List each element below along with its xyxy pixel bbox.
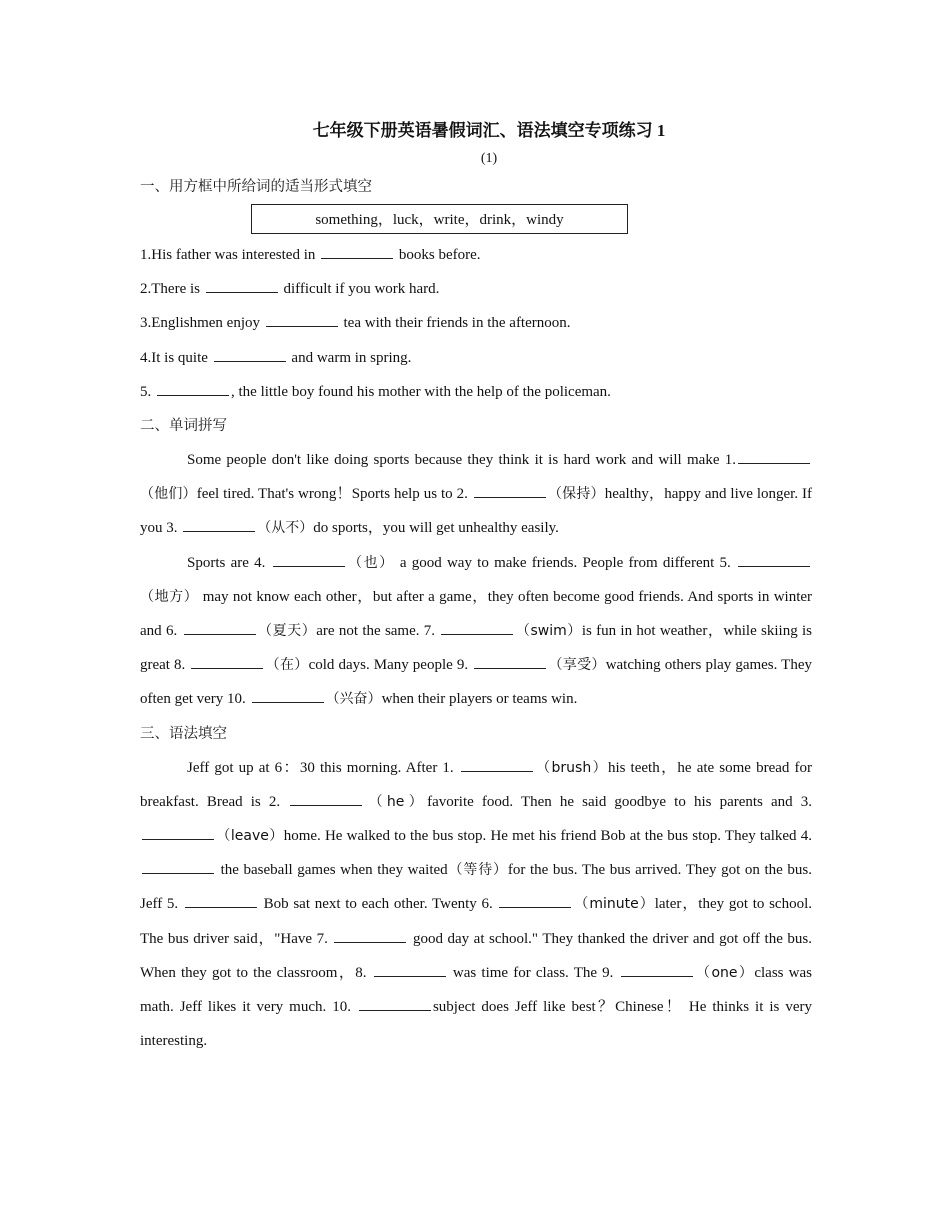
question-text: 3.Englishmen enjoy xyxy=(140,315,264,332)
question-4 xyxy=(140,341,812,375)
hint-text: （minute） xyxy=(573,896,655,913)
passage-text: may not know each other，but after a game，they often become good friends. And sports in winter and 6. xyxy=(140,588,813,640)
passage-text: cold days. Many people 9. xyxy=(308,657,473,674)
hint-text: （等待） xyxy=(447,862,508,879)
question-2 xyxy=(140,272,812,306)
passage-text: class was math. Jeff likes it very much. 10. xyxy=(140,964,812,1016)
hint-text: （享受） xyxy=(548,657,606,674)
answer-blank[interactable] xyxy=(157,381,229,396)
question-text: tea with their friends in the afternoon. xyxy=(339,315,571,332)
passage-text: favorite food. Then he said goodbye to his parents and 3. xyxy=(427,793,812,810)
answer-blank[interactable] xyxy=(142,825,214,840)
passage-text: home. He walked to the bus stop. He met his friend Bob at the bus stop. They talked 4. xyxy=(283,828,812,845)
passage-text: a good way to make friends. People from different 5. xyxy=(394,554,736,571)
answer-blank[interactable] xyxy=(206,278,278,293)
hint-text: （夏天） xyxy=(257,623,317,640)
hint-text: （他们） xyxy=(140,486,197,503)
hint-text: （兴奋） xyxy=(325,691,382,708)
question-text: 5. xyxy=(140,383,155,400)
answer-blank[interactable] xyxy=(321,244,393,259)
section-2-paragraph-2 xyxy=(140,546,812,717)
passage-text: healthy，happy and live longer. If you 3. xyxy=(140,486,813,537)
answer-blank[interactable] xyxy=(252,688,324,703)
hint-text: （swim） xyxy=(515,623,582,640)
hint-text: （从不） xyxy=(257,520,314,537)
passage-text: do sports，you will get unhealthy easily. xyxy=(313,520,559,537)
answer-blank[interactable] xyxy=(185,893,257,908)
answer-blank[interactable] xyxy=(290,791,362,806)
question-text: 4.It is quite xyxy=(140,349,212,366)
hint-text: （brush） xyxy=(534,759,608,776)
answer-blank[interactable] xyxy=(142,859,214,874)
answer-blank[interactable] xyxy=(474,654,546,669)
answer-blank[interactable] xyxy=(474,483,546,498)
passage-text: later，they got to school. The bus driver said，"Have 7. xyxy=(140,896,812,947)
question-5 xyxy=(140,375,812,409)
passage-text: are not the same. 7. xyxy=(316,623,440,640)
question-text: and warm in spring. xyxy=(287,349,412,366)
passage-text: when their players or teams win. xyxy=(381,691,578,708)
section-1-heading: 一、用方框中所给词的适当形式填空 xyxy=(140,179,372,195)
section-2-heading: 二、单词拼写 xyxy=(140,418,227,435)
answer-blank[interactable] xyxy=(184,620,256,635)
question-3 xyxy=(140,306,812,340)
passage-text: feel tired. That's wrong！Sports help us to 2. xyxy=(196,486,472,503)
passage-text: Jeff got up at 6：30 this morning. After 1. xyxy=(187,759,459,776)
answer-blank[interactable] xyxy=(461,757,533,772)
page-title: 七年级下册英语暑假词汇、语法填空专项练习 1 xyxy=(312,121,666,140)
passage-text: Some people don't like doing sports because they think it is hard work and will make 1. xyxy=(187,452,736,469)
hint-text: （one） xyxy=(694,964,755,981)
passage-text: the baseball games when they waited xyxy=(216,862,448,879)
hint-text: （在） xyxy=(265,657,309,674)
passage-text: is fun in hot weather，while skiing is great 8. xyxy=(140,623,813,674)
passage-text: watching others play games. They often get very 10. xyxy=(140,657,812,708)
question-text: 2.There is xyxy=(140,281,204,298)
hint-text: （he） xyxy=(364,793,428,810)
answer-blank[interactable] xyxy=(334,928,406,943)
passage-text: his teeth，he ate some bread for breakfast. Bread is 2. xyxy=(140,759,812,810)
passage-text: was time for class. The 9. xyxy=(447,964,619,981)
section-2-paragraph-1 xyxy=(140,443,812,546)
question-text: difficult if you work hard. xyxy=(279,281,440,298)
answer-blank[interactable] xyxy=(359,996,431,1011)
answer-blank[interactable] xyxy=(273,552,345,567)
answer-blank[interactable] xyxy=(621,962,693,977)
word-box: something，luck，write，drink，windy xyxy=(251,204,628,234)
answer-blank[interactable] xyxy=(214,347,286,362)
answer-blank[interactable] xyxy=(183,517,255,532)
answer-blank[interactable] xyxy=(738,552,810,567)
passage-text: subject does Jeff like best？Chinese！ He thinks it is very interesting. xyxy=(140,999,812,1050)
answer-blank[interactable] xyxy=(191,654,263,669)
hint-text: （leave） xyxy=(216,828,284,845)
hint-text: （也） xyxy=(346,554,395,571)
answer-blank[interactable] xyxy=(499,893,571,908)
passage-text: Sports are 4. xyxy=(187,554,271,571)
page-subtitle: (1) xyxy=(480,151,498,166)
hint-text: （地方） xyxy=(140,588,199,605)
answer-blank[interactable] xyxy=(266,312,338,327)
answer-blank[interactable] xyxy=(374,962,446,977)
answer-blank[interactable] xyxy=(738,449,810,464)
answer-blank[interactable] xyxy=(441,620,513,635)
hint-text: （保持） xyxy=(547,486,605,503)
section-3-heading: 三、语法填空 xyxy=(140,725,227,742)
passage-text: Bob sat next to each other. Twenty 6. xyxy=(258,896,498,913)
worksheet-page xyxy=(140,118,812,1058)
section-3-paragraph-1 xyxy=(140,751,812,1059)
passage-text: for the bus. The bus arrived. They got on the bus. Jeff 5. xyxy=(140,862,813,913)
question-text: books before. xyxy=(395,247,481,263)
question-text: , the little boy found his mother with the help of the policeman. xyxy=(231,383,611,400)
question-text: 1.His father was interested in xyxy=(140,247,320,263)
question-1 xyxy=(140,238,812,272)
passage-text: good day at school." They thanked the driver and got off the bus. When they got to the classroom，8. xyxy=(140,930,812,981)
